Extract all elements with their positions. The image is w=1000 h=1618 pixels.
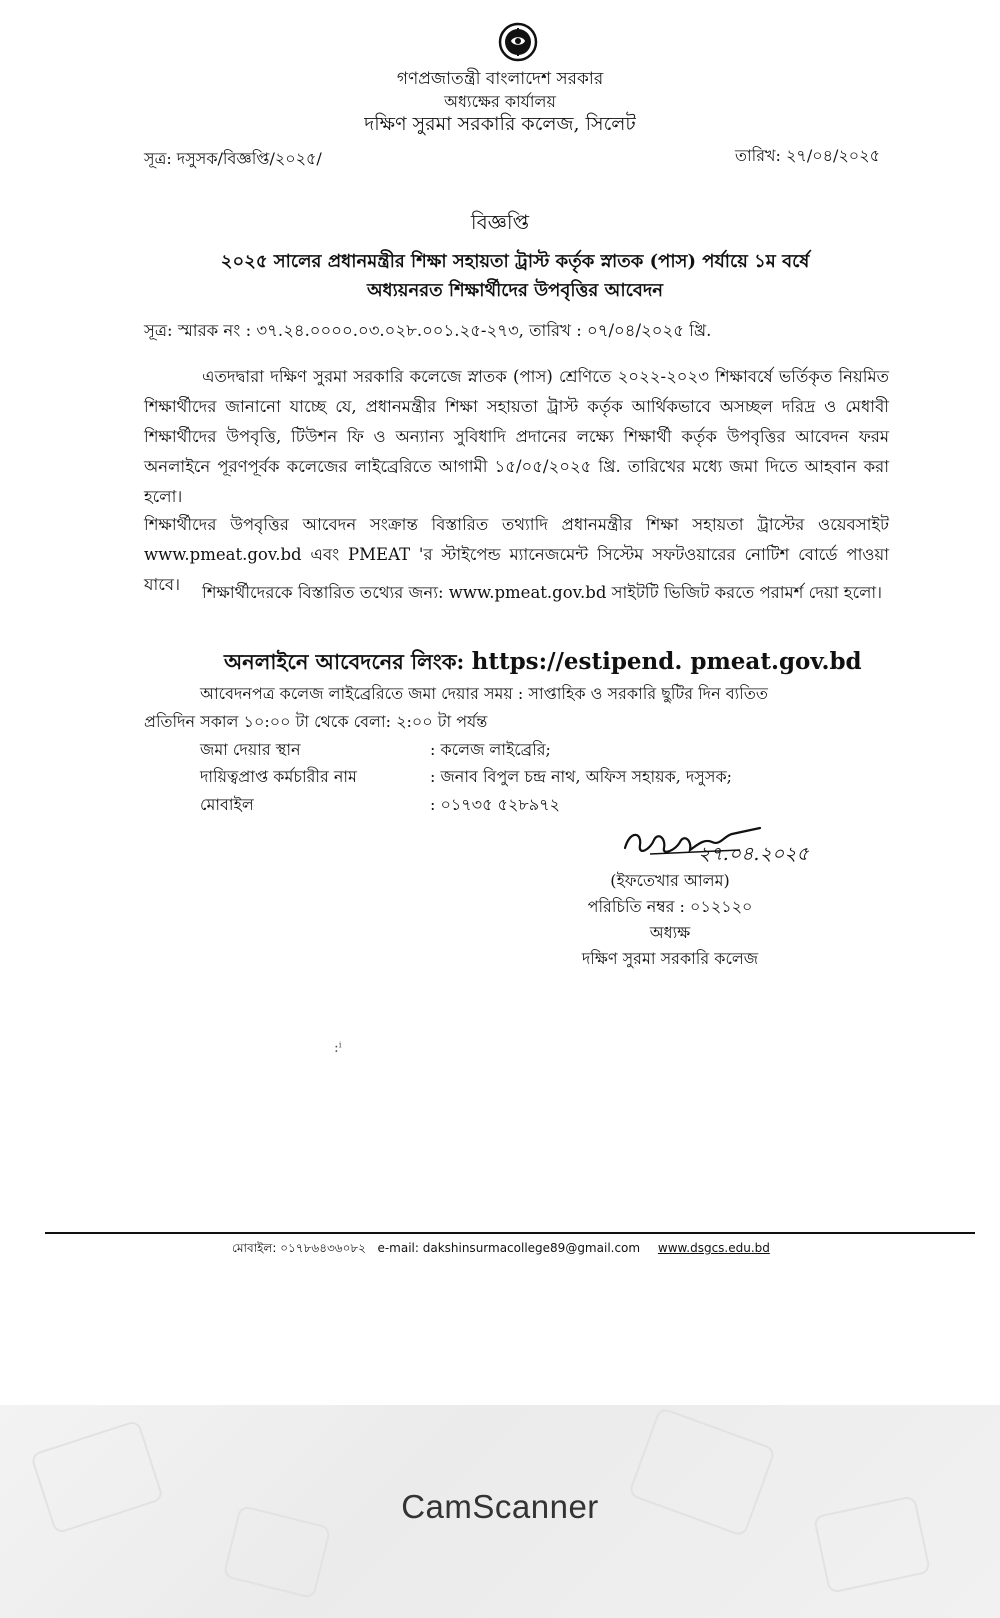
footer-contact xyxy=(232,1240,770,1260)
online-link-label: অনলাইনে আবেদনের লিংক: xyxy=(224,649,465,674)
reference-number: সূত্র: দসুসক/বিজ্ঞপ্তি/২০২৫/ xyxy=(144,149,322,168)
officer-value: : জনাব বিপুল চন্দ্র নাথ, অফিস সহায়ক, দসুসক; xyxy=(430,767,733,786)
footer-mobile: মোবাইল: ০১৭৮৬৪৩৬০৮২ xyxy=(232,1241,366,1255)
online-link-url[interactable]: https://estipend. pmeat.gov.bd xyxy=(471,648,862,675)
place-value: : কলেজ লাইব্রেরি; xyxy=(430,740,551,759)
submission-time-2: প্রতিদিন সকাল ১০:০০ টা থেকে বেলা: ২:০০ টা পর্যন্ত xyxy=(144,712,488,731)
body-paragraph-2-text: শিক্ষার্থীদের উপবৃত্তির আবেদন সংক্রান্ত বিস্তারিত তথ্যাদি প্রধানমন্ত্রীর শিক্ষা সহায়তা ট্রাস্টের ওয়েবসাইট www.pmeat.gov.bd এবং PMEAT 'র স্টাইপেন্ড ম্যানেজমেন্ট সিস্টেম সফটওয়ারের নোটিশ বোর্ডে পাওয়া যাবে। xyxy=(144,515,889,594)
mobile-label: মোবাইল xyxy=(200,795,254,814)
camscanner-brand: CamScanner xyxy=(401,1488,599,1525)
college-name: দক্ষিণ সুরমা সরকারি কলেজ, সিলেট xyxy=(364,113,636,135)
submission-time-1: আবেদনপত্র কলেজ লাইব্রেরিতে জমা দেয়ার সময় : সাপ্তাহিক ও সরকারি ছুটির দিন ব্যতিত xyxy=(200,684,768,703)
place-label: জমা দেয়ার স্থান xyxy=(200,740,301,759)
mobile-value: : ০১৭৩৫ ৫২৮৯৭২ xyxy=(430,795,560,814)
body-paragraph-1-text: এতদদ্বারা দক্ষিণ সুরমা সরকারি কলেজে স্নাতক (পাস) শ্রেণিতে ২০২২-২০২৩ শিক্ষাবর্ষে ভর্তিকৃত নিয়মিত শিক্ষার্থীদের জানানো যাচ্ছে যে, প্রধানমন্ত্রীর শিক্ষা সহায়তা ট্রাস্ট কর্তৃক আর্থিকভাবে অসচ্ছল দরিদ্র ও মেধাবী শিক্ষার্থীদের উপবৃত্তি, টিউশন ফি ও অন্যান্য সুবিধাদি প্রদানের লক্ষ্যে শিক্ষার্থী কর্তৃক উপবৃত্তির আবেদন ফরম অনলাইনে পূরণপূর্বক কলেজের লাইব্রেরিতে আগামী ১৫/০৫/২০২৫ খ্রি. তারিখের মধ্যে জমা দিতে আহবান করা হলো। xyxy=(144,367,889,506)
govt-name: গণপ্রজাতন্ত্রী বাংলাদেশ সরকার xyxy=(396,69,604,89)
body-paragraph-1 xyxy=(144,362,889,512)
subject-line-2: অধ্যয়নরত শিক্ষার্থীদের উপবৃত্তির আবেদন xyxy=(366,280,664,301)
scan-artifact: :ⁱ xyxy=(334,1040,342,1056)
online-link-line xyxy=(224,646,862,681)
footer-email[interactable]: e-mail: dakshinsurmacollege89@gmail.com xyxy=(377,1241,641,1255)
signatory-designation: অধ্যক্ষ xyxy=(649,923,691,942)
body-paragraph-3-text: শিক্ষার্থীদেরকে বিস্তারিত তথ্যের জন্য: www.pmeat.gov.bd সাইটটি ভিজিট করতে পরামর্শ দেয়া হলো। xyxy=(202,583,883,602)
notice-title: বিজ্ঞপ্তি xyxy=(470,210,530,234)
officer-label: দায়িত্বপ্রাপ্ত কর্মচারীর নাম xyxy=(200,767,357,786)
memo-reference: সূত্র: স্মারক নং : ৩৭.২৪.০০০০.০৩.০২৮.০০১.২৫-২৭৩, তারিখ : ০৭/০৪/২০২৫ খ্রি. xyxy=(144,321,712,340)
signatory-name: (ইফতেখার আলম) xyxy=(610,871,730,890)
body-paragraph-3 xyxy=(144,578,889,608)
office-name: অধ্যক্ষের কার্যালয় xyxy=(444,92,556,111)
footer-divider xyxy=(45,1232,975,1234)
footer-website[interactable]: www.dsgcs.edu.bd xyxy=(657,1241,770,1255)
bangladesh-emblem-icon xyxy=(498,22,538,62)
signatory-institution: দক্ষিণ সুরমা সরকারি কলেজ xyxy=(581,949,759,968)
signatory-id: পরিচিতি নম্বর : ০১২১২০ xyxy=(587,897,753,916)
signature-date: ২৭.০৪.২০২৫ xyxy=(698,843,809,865)
notice-date: তারিখ: ২৭/০৪/২০২৫ xyxy=(735,146,880,165)
subject-line-1: ২০২৫ সালের প্রধানমন্ত্রীর শিক্ষা সহায়তা ট্রাস্ট কর্তৃক স্নাতক (পাস) পর্যায়ে ১ম বর্ষে xyxy=(220,251,810,272)
